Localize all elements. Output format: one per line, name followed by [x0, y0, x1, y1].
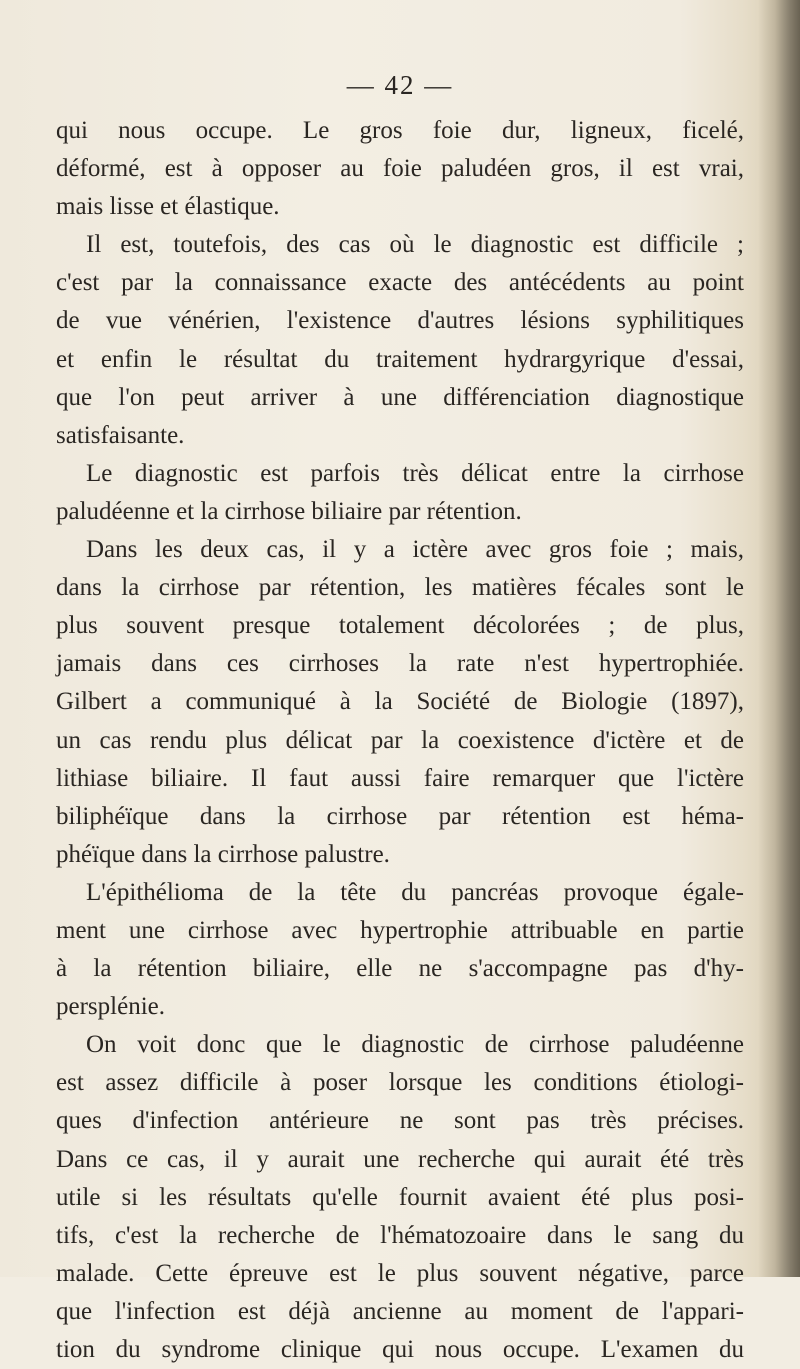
text-line: Il est, toutefois, des cas où le diagnostic est difficile ;: [86, 231, 744, 259]
page-edge-shadow: [758, 0, 800, 1277]
text-line: persplénie.: [56, 993, 165, 1021]
body-text: [56, 112, 744, 1369]
text-line: Dans les deux cas, il y a ictère avec gros foie ; mais,: [86, 536, 744, 564]
text-line: à la rétention biliaire, elle ne s'accompagne pas d'hy-: [56, 955, 744, 983]
text-line: biliphéïque dans la cirrhose par rétention est héma-: [56, 802, 744, 830]
text-line: Dans ce cas, il y aurait une recherche qui aurait été très: [56, 1145, 744, 1173]
text-line: phéïque dans la cirrhose palustre.: [56, 840, 390, 868]
text-line: dans la cirrhose par rétention, les matières fécales sont le: [56, 574, 744, 602]
text-line: satisfaisante.: [56, 421, 185, 449]
text-line: Gilbert a communiqué à la Société de Biologie (1897),: [56, 688, 744, 716]
text-line: ment une cirrhose avec hypertrophie attribuable en partie: [56, 916, 744, 944]
text-line: tion du syndrome clinique qui nous occupe. L'examen du: [56, 1336, 744, 1363]
text-line: et enfin le résultat du traitement hydrargyrique d'essai,: [56, 345, 744, 373]
text-line: Le diagnostic est parfois très délicat entre la cirrhose: [86, 459, 744, 487]
text-line: que l'on peut arriver à une différenciation diagnostique: [56, 383, 744, 411]
text-line: est assez difficile à poser lorsque les conditions étiologi-: [56, 1069, 744, 1097]
text-line: de vue vénérien, l'existence d'autres lésions syphilitiques: [56, 307, 744, 335]
page-number: — 42 —: [346, 70, 454, 100]
text-line: L'épithélioma de la tête du pancréas provoque égale-: [86, 878, 744, 906]
text-line: lithiase biliaire. Il faut aussi faire remarquer que l'ictère: [56, 764, 744, 792]
text-line: paludéenne et la cirrhose biliaire par rétention.: [56, 497, 522, 525]
text-line: mais lisse et élastique.: [56, 193, 280, 221]
text-line: jamais dans ces cirrhoses la rate n'est hypertrophiée.: [56, 650, 744, 678]
text-line: malade. Cette épreuve est le plus souvent négative, parce: [56, 1259, 744, 1287]
text-line: que l'infection est déjà ancienne au moment de l'appari-: [56, 1297, 744, 1325]
text-line: qui nous occupe. Le gros foie dur, ligneux, ficelé,: [56, 117, 744, 144]
text-line: ques d'infection antérieure ne sont pas très précises.: [56, 1107, 744, 1135]
text-line: déformé, est à opposer au foie paludéen gros, il est vrai,: [56, 155, 744, 183]
text-line: c'est par la connaissance exacte des antécédents au point: [56, 269, 744, 297]
text-line: plus souvent presque totalement décolorées ; de plus,: [56, 612, 744, 640]
text-line: On voit donc que le diagnostic de cirrhose paludéenne: [86, 1031, 744, 1059]
text-line: un cas rendu plus délicat par la coexistence d'ictère et de: [56, 726, 744, 754]
text-line: utile si les résultats qu'elle fournit avaient été plus posi-: [56, 1183, 744, 1211]
text-line: tifs, c'est la recherche de l'hématozoaire dans le sang du: [56, 1221, 744, 1249]
